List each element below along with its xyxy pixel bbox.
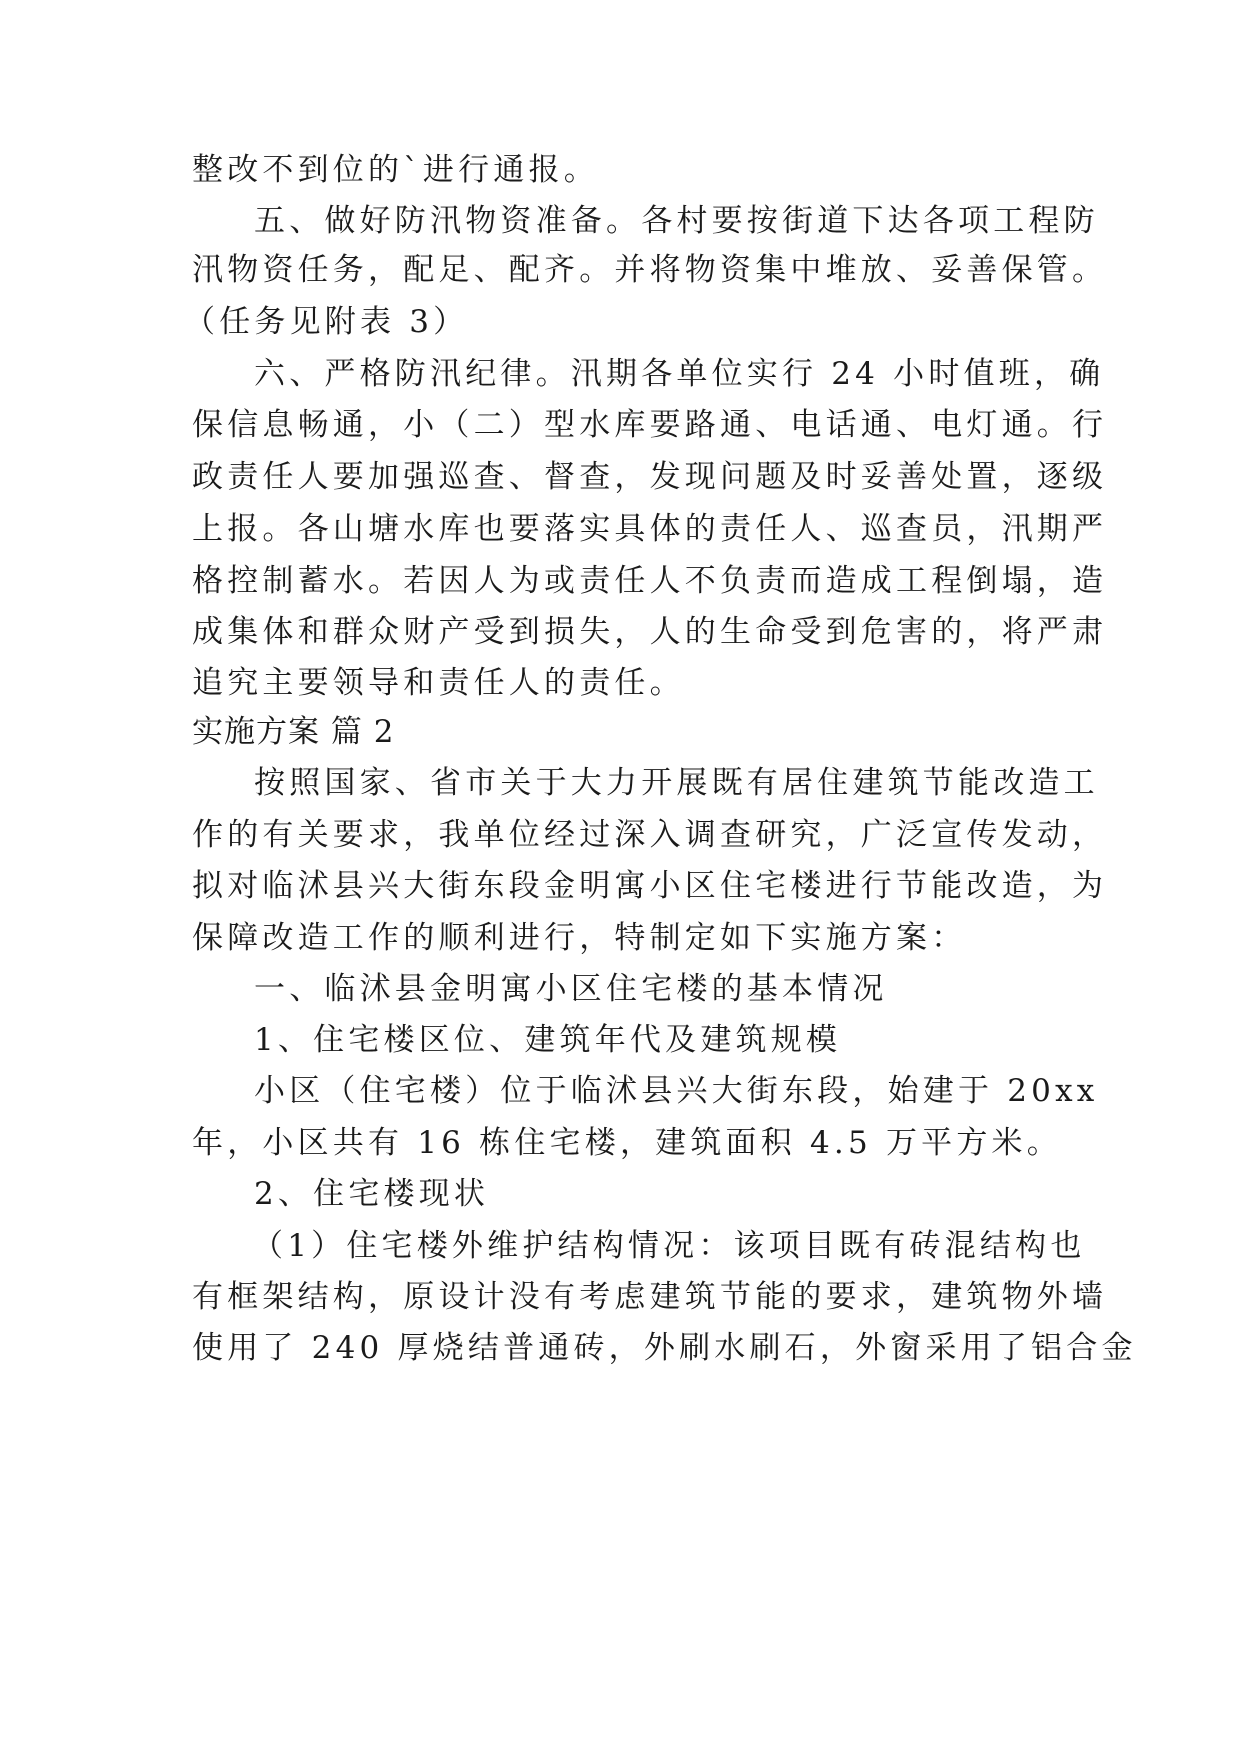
paragraph-line: 使用了 240 厚烧结普通砖，外刷水刷石，外窗采用了铝合金: [192, 1330, 1137, 1366]
paragraph-line: 按照国家、省市关于大力开展既有居住建筑节能改造工: [254, 765, 1099, 801]
paragraph-line: 五、做好防汛物资准备。各村要按街道下达各项工程防: [254, 203, 1099, 239]
paragraph-line: 上报。各山塘水库也要落实具体的责任人、巡查员，汛期严: [192, 511, 1108, 547]
paragraph-line: 年，小区共有 16 栋住宅楼，建筑面积 4.5 万平方米。: [192, 1125, 1062, 1161]
paragraph-line: 保信息畅通，小（二）型水库要路通、电话通、电灯通。行: [192, 407, 1108, 443]
paragraph-line: 1、住宅楼区位、建筑年代及建筑规模: [254, 1022, 842, 1058]
paragraph-line: 拟对临沭县兴大街东段金明寓小区住宅楼进行节能改造，为: [192, 868, 1108, 904]
paragraph-line: 小区（住宅楼）位于临沭县兴大街东段，始建于 20xx: [254, 1073, 1099, 1109]
paragraph-line: （任务见附表 3）: [184, 304, 469, 340]
paragraph-line: 政责任人要加强巡查、督查，发现问题及时妥善处置，逐级: [192, 459, 1108, 495]
paragraph-line: 一、临沭县金明寓小区住宅楼的基本情况: [254, 971, 888, 1007]
paragraph-line: 汛物资任务，配足、配齐。并将物资集中堆放、妥善保管。: [192, 252, 1108, 288]
paragraph-line: 格控制蓄水。若因人为或责任人不负责而造成工程倒塌，造: [192, 563, 1108, 599]
paragraph-line: 成集体和群众财产受到损失，人的生命受到危害的，将严肃: [192, 614, 1108, 650]
paragraph-line: 2、住宅楼现状: [254, 1176, 490, 1212]
paragraph-line: 作的有关要求，我单位经过深入调查研究，广泛宣传发动，: [192, 817, 1108, 853]
paragraph-line: 有框架结构，原设计没有考虑建筑节能的要求，建筑物外墙: [192, 1279, 1108, 1315]
paragraph-line: 六、严格防汛纪律。汛期各单位实行 24 小时值班，确: [254, 356, 1105, 392]
section-heading: 实施方案 篇 2: [192, 714, 395, 750]
paragraph-line: 整改不到位的`进行通报。: [192, 152, 599, 188]
paragraph-line: （1）住宅楼外维护结构情况：该项目既有砖混结构也: [252, 1228, 1086, 1264]
paragraph-line: 保障改造工作的顺利进行，特制定如下实施方案：: [192, 920, 967, 956]
paragraph-line: 追究主要领导和责任人的责任。: [192, 665, 685, 701]
